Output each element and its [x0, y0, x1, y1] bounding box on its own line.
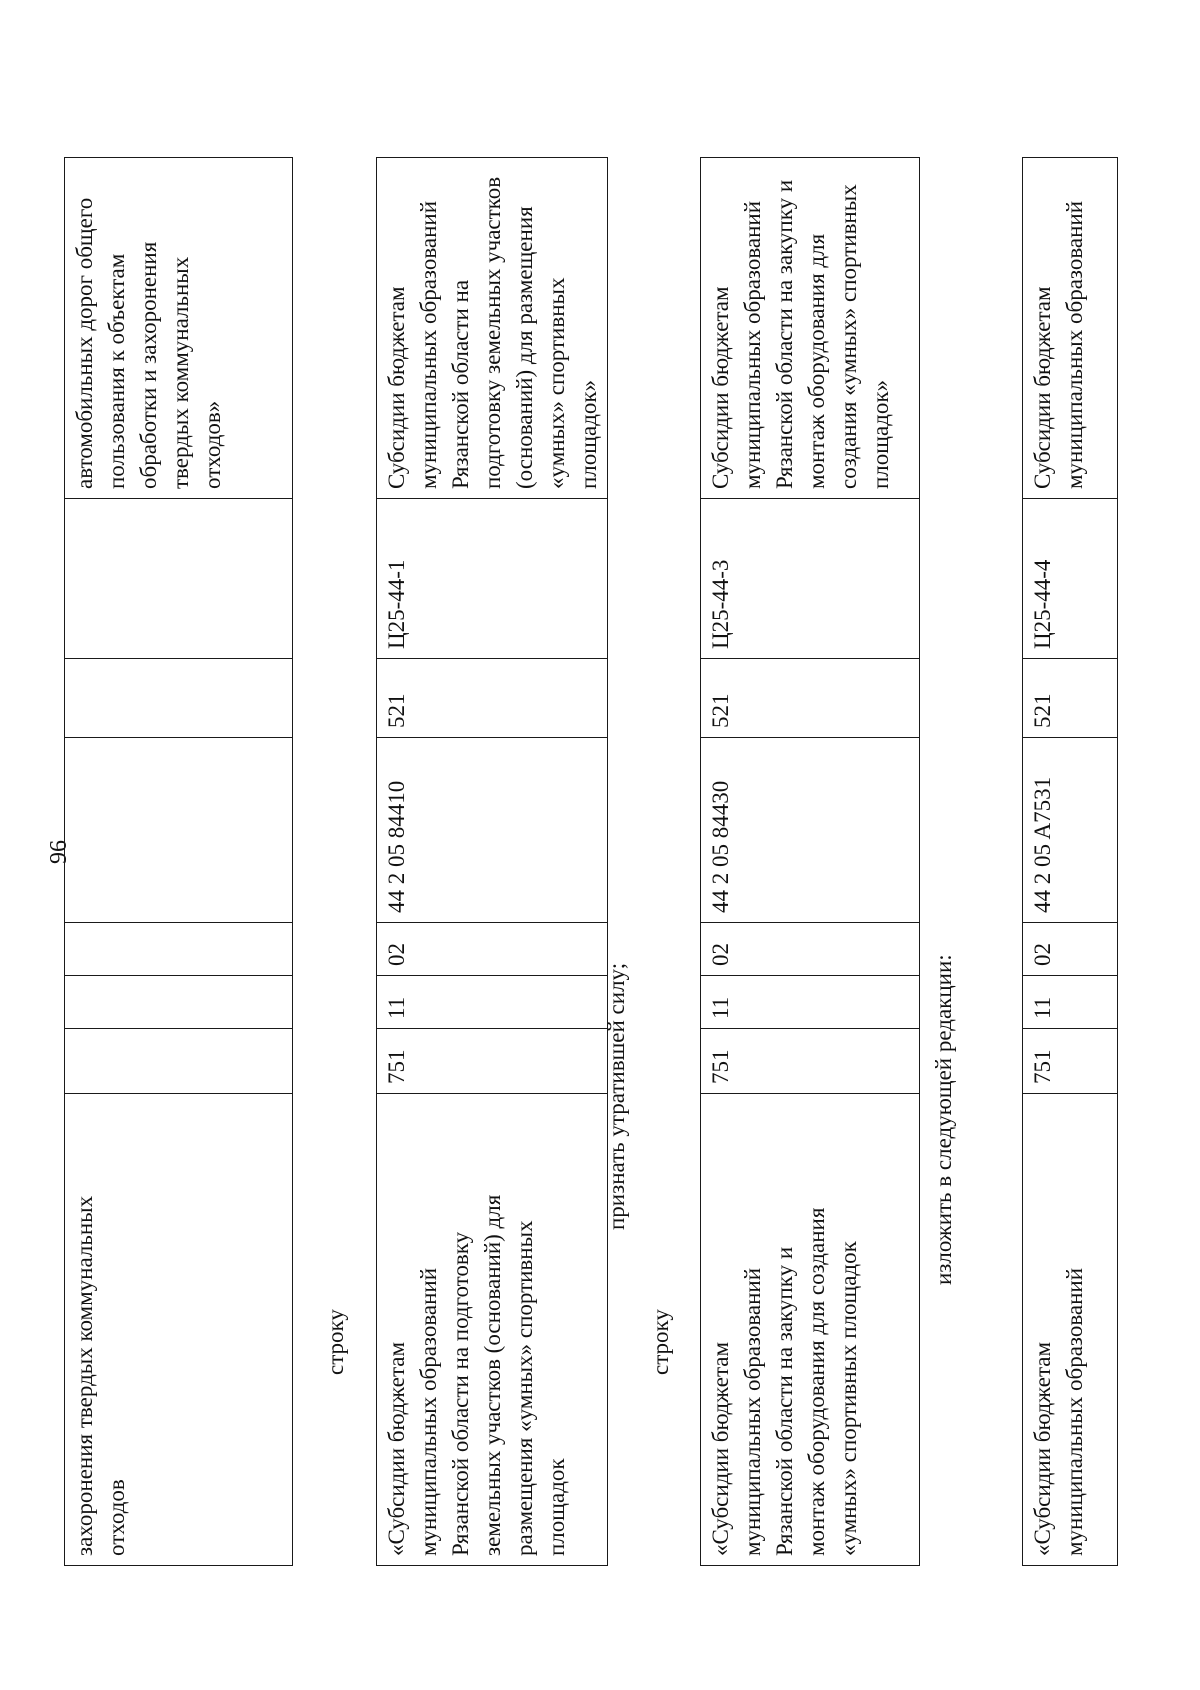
- row-description-cell: Субсидии бюджетам муниципальных образований Рязанской области на подготовку земельных участков (оснований) для размещения «умных» спортивных площадок»: [377, 158, 608, 499]
- table-row: [701, 158, 920, 1566]
- code-cell-4: 44 2 05 A7531: [1023, 738, 1118, 923]
- table-row: [65, 158, 293, 1566]
- code-cell-2: 11: [1023, 976, 1118, 1029]
- code-cell-5: 521: [701, 659, 920, 738]
- code-cell-1: [65, 1029, 293, 1094]
- row-name-cell: «Субсидии бюджетам муниципальных образований Рязанской области на подготовку земельных участков (оснований) для размещения «умных» спортивных площадок: [377, 1094, 608, 1566]
- code-cell-6: Ц25-44-4: [1023, 499, 1118, 659]
- code-cell-2: 11: [377, 976, 608, 1029]
- code-cell-3: 02: [1023, 923, 1118, 976]
- code-cell-6: Ц25-44-3: [701, 499, 920, 659]
- label-priznat: признать утратившей силу;: [604, 962, 629, 1230]
- code-cell-4: 44 2 05 84430: [701, 738, 920, 923]
- code-cell-5: 521: [377, 659, 608, 738]
- code-cell-1: 751: [701, 1029, 920, 1094]
- code-cell-6: Ц25-44-1: [377, 499, 608, 659]
- label-stroku-1: строку: [323, 1309, 348, 1375]
- row-name-cell: «Субсидии бюджетам муниципальных образований: [1023, 1094, 1118, 1566]
- row-name-cell: захоронения твердых коммунальных отходов: [65, 1094, 293, 1566]
- row-description-cell: автомобильных дорог общего пользования к объектам обработки и захоронения твердых коммунальных отходов»: [65, 158, 293, 499]
- code-cell-1: 751: [1023, 1029, 1118, 1094]
- code-cell-1: 751: [377, 1029, 608, 1094]
- table-continuation: [64, 157, 293, 1566]
- code-cell-6: [65, 499, 293, 659]
- code-cell-2: 11: [701, 976, 920, 1029]
- code-cell-4: 44 2 05 84410: [377, 738, 608, 923]
- code-cell-3: 02: [701, 923, 920, 976]
- label-stroku-2: строку: [648, 1309, 673, 1375]
- table-row: [377, 158, 608, 1566]
- code-cell-3: [65, 923, 293, 976]
- table-row-a7531: [1022, 157, 1118, 1566]
- page-number: 96: [46, 840, 72, 864]
- code-cell-2: [65, 976, 293, 1029]
- row-name-cell: «Субсидии бюджетам муниципальных образований Рязанской области на закупку и монтаж оборудования для создания «умных» спортивных площадок: [701, 1094, 920, 1566]
- table-row: [1023, 158, 1118, 1566]
- code-cell-5: [65, 659, 293, 738]
- table-row-84410: [376, 157, 608, 1566]
- row-description-cell: Субсидии бюджетам муниципальных образований Рязанской области на закупку и монтаж оборудования для создания «умных» спортивных площадок»: [701, 158, 920, 499]
- code-cell-5: 521: [1023, 659, 1118, 738]
- row-description-cell: Субсидии бюджетам муниципальных образований: [1023, 158, 1118, 499]
- table-row-84430: [700, 157, 920, 1566]
- code-cell-3: 02: [377, 923, 608, 976]
- label-izlozhit: изложить в следующей редакции:: [931, 954, 956, 1285]
- code-cell-4: [65, 738, 293, 923]
